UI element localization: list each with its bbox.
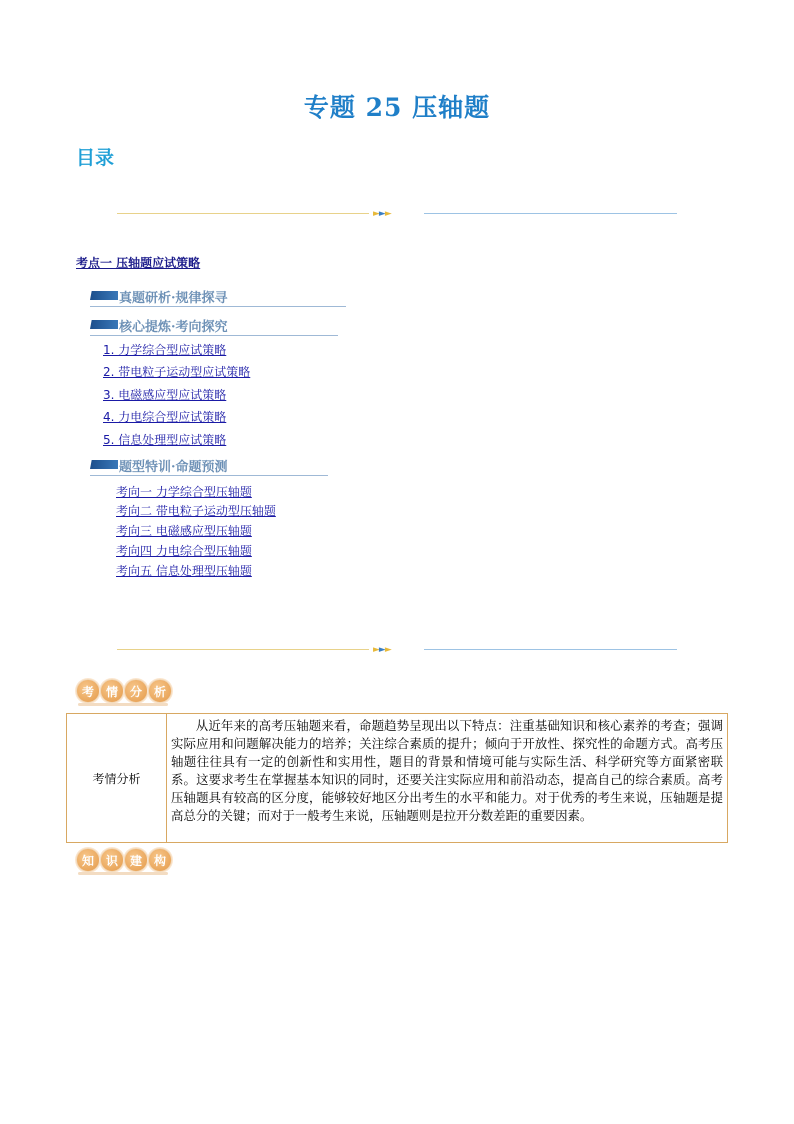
toc-link-point-1[interactable]: 考点一 压轴题应试策略 — [76, 256, 201, 270]
page-title: 专题 25 压轴题 — [303, 93, 491, 122]
toc-heading: 目录 — [76, 147, 115, 169]
toc-section-label: 核心提炼·考向探究 — [119, 320, 228, 335]
badge-char: 识 — [100, 848, 124, 872]
toc-link-direction-4[interactable]: 考向四 力电综合型压轴题 — [116, 544, 252, 558]
badge-char: 分 — [124, 679, 148, 703]
section-marker-icon — [90, 460, 118, 469]
toc-section-label: 题型特训·命题预测 — [119, 460, 228, 475]
badge-char: 情 — [100, 679, 124, 703]
badge-char: 建 — [124, 848, 148, 872]
badge-char: 析 — [148, 679, 172, 703]
toc-link-strategy-2[interactable]: 2. 带电粒子运动型应试策略 — [103, 365, 251, 379]
knowledge-badge — [76, 848, 172, 876]
toc-link-strategy-1[interactable]: 1. 力学综合型应试策略 — [103, 343, 227, 357]
toc-link-direction-1[interactable]: 考向一 力学综合型压轴题 — [116, 485, 252, 499]
arrow-icon: ►►► — [373, 209, 391, 219]
divider-bottom — [117, 645, 677, 655]
badge-char: 考 — [76, 679, 100, 703]
badge-char: 知 — [76, 848, 100, 872]
section-marker-icon — [90, 291, 118, 300]
toc-link-direction-2[interactable]: 考向二 带电粒子运动型压轴题 — [116, 504, 276, 518]
toc-link-strategy-5[interactable]: 5. 信息处理型应试策略 — [103, 433, 227, 447]
toc-link-direction-3[interactable]: 考向三 电磁感应型压轴题 — [116, 524, 252, 538]
analysis-badge — [76, 679, 172, 707]
analysis-table-text: 从近年来的高考压轴题来看，命题趋势呈现出以下特点：注重基础知识和核心素养的考查；强调实际应用和问题解决能力的培养；关注综合素质的提升；倾向于开放性、探究性的命题方式。高考压轴题往往具有一定的创新性和实用性，题目的背景和情境可能与实际生活、科学研究等方面紧密联系。这要求考生在掌握基本知识的同时，还要关注实际应用和前沿动态，提高自己的综合素质。高考压轴题具有较高的区分度，能够较好地区分出考生的水平和能力。对于优秀的考生来说，压轴题是提高总分的关键；而对于一般考生来说，压轴题则是拉开分数差距的重要因素。 — [171, 718, 723, 823]
section-marker-icon — [90, 320, 118, 329]
arrow-icon: ►►► — [373, 645, 391, 655]
divider-top — [117, 209, 677, 219]
analysis-table — [66, 713, 728, 843]
toc-link-direction-5[interactable]: 考向五 信息处理型压轴题 — [116, 564, 252, 578]
analysis-table-label: 考情分析 — [67, 714, 167, 842]
toc-link-strategy-4[interactable]: 4. 力电综合型应试策略 — [103, 410, 227, 424]
toc-section-label: 真题研析·规律探寻 — [119, 291, 228, 306]
toc-link-strategy-3[interactable]: 3. 电磁感应型应试策略 — [103, 388, 227, 402]
badge-char: 构 — [148, 848, 172, 872]
